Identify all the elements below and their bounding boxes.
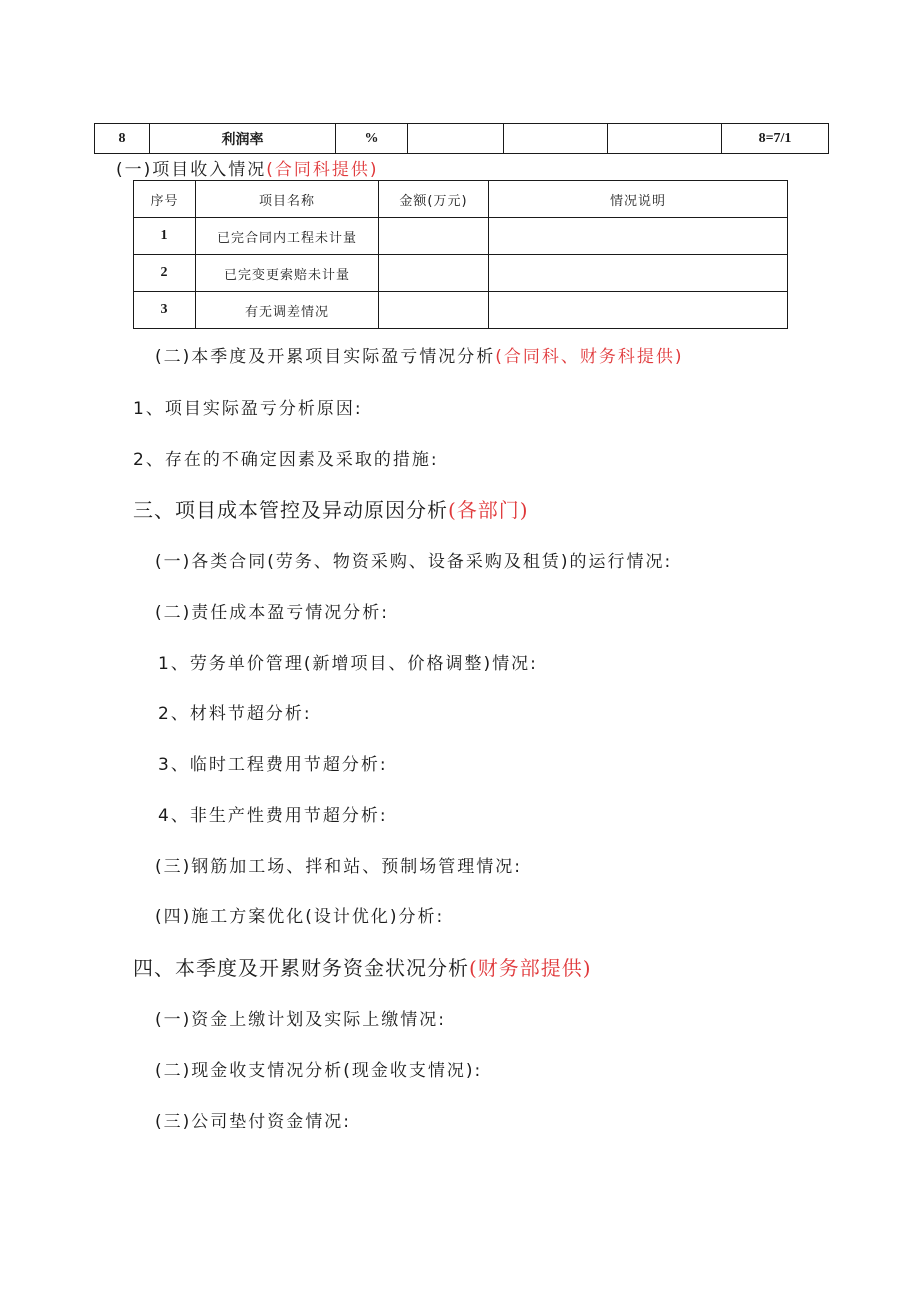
section-4-sub-1: (一)资金上缴计划及实际上缴情况: (155, 1010, 446, 1030)
row-cell-3 (608, 124, 722, 154)
table-row (134, 218, 788, 255)
header-no: 序号 (134, 181, 196, 218)
table-header-row (134, 181, 788, 218)
section-4-note: (财务部提供) (469, 956, 592, 980)
section-3-sub-2: (二)责任成本盈亏情况分析: (155, 603, 389, 623)
header-desc: 情况说明 (489, 181, 788, 218)
cell-no: 3 (134, 292, 196, 329)
cell-no: 1 (134, 218, 196, 255)
row-cell-1 (408, 124, 504, 154)
cell-name: 已完变更索赔未计量 (196, 255, 379, 292)
section-3-item-1: 1、劳务单价管理(新增项目、价格调整)情况: (158, 654, 538, 674)
profit-rate-row (94, 123, 829, 154)
cell-desc[interactable] (489, 292, 788, 329)
header-name: 项目名称 (196, 181, 379, 218)
row-formula: 8=7/1 (722, 124, 829, 154)
income-section-note: (合同科提供) (266, 160, 379, 180)
cell-amount[interactable] (379, 255, 489, 292)
section-3-note: (各部门) (448, 498, 529, 522)
header-amount: 金额(万元) (379, 181, 489, 218)
cell-desc[interactable] (489, 255, 788, 292)
section-4-title: 四、本季度及开累财务资金状况分析(财务部提供) (133, 956, 592, 980)
section-3-item-3: 3、临时工程费用节超分析: (158, 755, 388, 775)
section-3-item-2: 2、材料节超分析: (158, 704, 312, 724)
cell-no: 2 (134, 255, 196, 292)
section-2-title: (二)本季度及开累项目实际盈亏情况分析(合同科、财务科提供) (155, 347, 684, 367)
cell-name: 有无调差情况 (196, 292, 379, 329)
cell-amount[interactable] (379, 218, 489, 255)
row-name: 利润率 (150, 124, 336, 154)
section-2-item-2: 2、存在的不确定因素及采取的措施: (133, 450, 439, 470)
income-table (133, 180, 788, 329)
table-row (134, 255, 788, 292)
section-2-note: (合同科、财务科提供) (495, 347, 684, 367)
section-3-title: 三、项目成本管控及异动原因分析(各部门) (133, 498, 529, 522)
row-unit: % (336, 124, 408, 154)
row-number: 8 (95, 124, 150, 154)
section-3-sub-3: (三)钢筋加工场、拌和站、预制场管理情况: (155, 857, 522, 877)
section-4-sub-3: (三)公司垫付资金情况: (155, 1112, 351, 1132)
row-cell-2 (504, 124, 608, 154)
section-3-sub-1: (一)各类合同(劳务、物资采购、设备采购及租赁)的运行情况: (155, 552, 673, 572)
cell-desc[interactable] (489, 218, 788, 255)
section-2-item-1: 1、项目实际盈亏分析原因: (133, 399, 363, 419)
cell-amount[interactable] (379, 292, 489, 329)
section-3-item-4: 4、非生产性费用节超分析: (158, 806, 388, 826)
section-3-sub-4: (四)施工方案优化(设计优化)分析: (155, 907, 445, 927)
income-section-title: (一)项目收入情况(合同科提供) (116, 160, 379, 180)
cell-name: 已完合同内工程未计量 (196, 218, 379, 255)
section-4-sub-2: (二)现金收支情况分析(现金收支情况): (155, 1061, 483, 1081)
table-row (134, 292, 788, 329)
